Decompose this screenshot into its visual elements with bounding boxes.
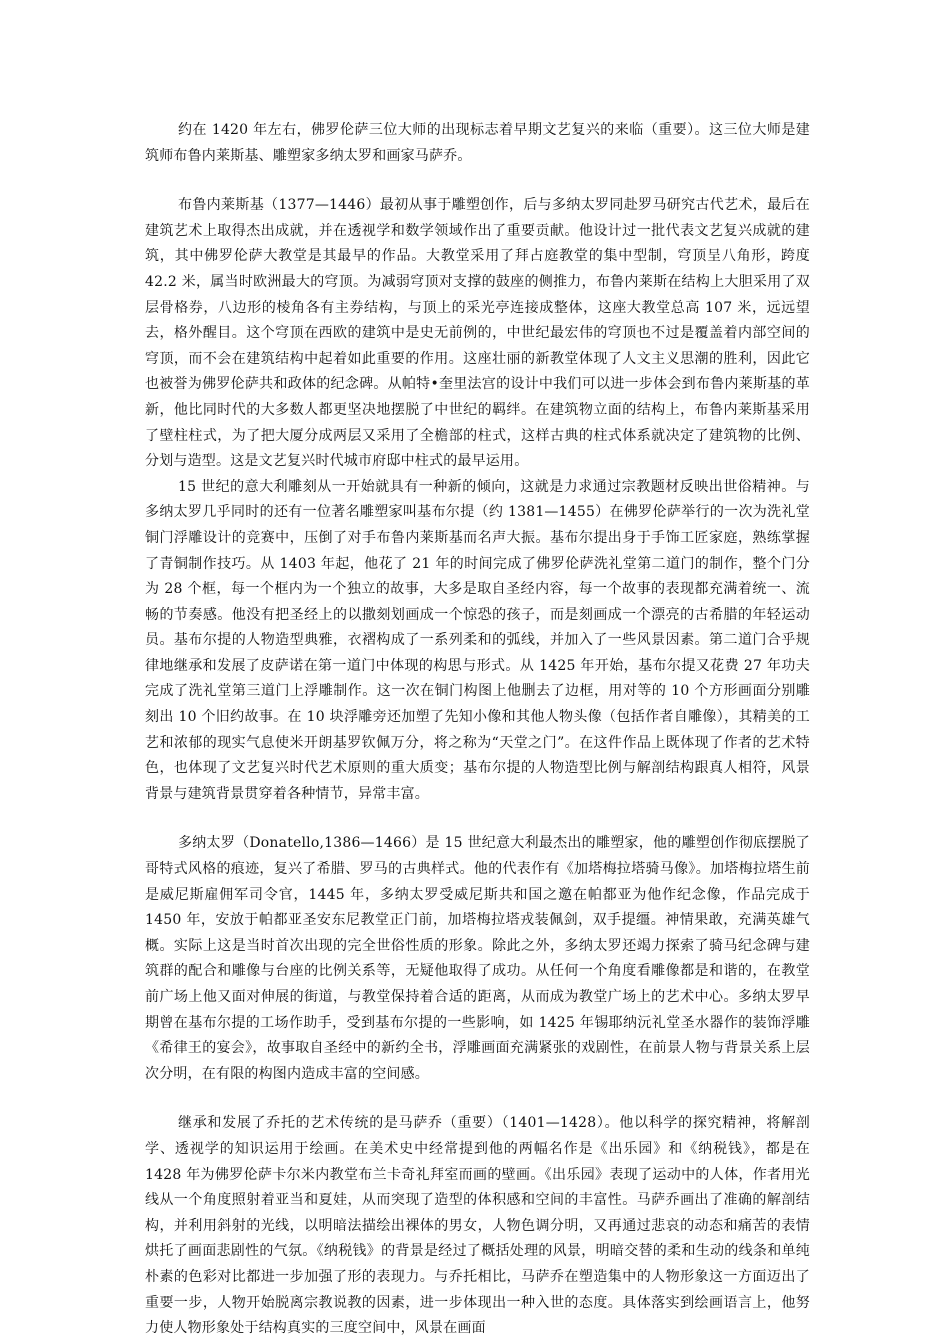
paragraph-donatello: 多纳太罗（Donatello,1386—1466）是 15 世纪意大利最杰出的雕塑家，他的雕塑创作彻底摆脱了哥特式风格的痕迹，复兴了希腊、罗马的古典样式。他的代表作有《加塔梅拉塔骑马像》。加塔梅拉塔生前是威尼斯雇佣军司令官，1445 年，多纳太罗受威尼斯共和国之邀在帕都亚为他作纪念像，作品完成于 1450 年，安放于帕都亚圣安东尼教堂正门前，加塔梅拉塔戎装佩剑，双手提缰。神情果敢，充满英雄气概。实际上这是当时首次出现的完全世俗性质的形象。除此之外，多纳太罗还竭力探索了骑马纪念碑与建筑群的配合和雕像与台座的比例关系等，无疑他取得了成功。从任何一个角度看雕像都是和谐的，在教堂前广场上他又面对伸展的街道，与教堂保持着合适的距离，从而成为教堂广场上的艺术中心。多纳太罗早期曾在基布尔提的工场作助手，受到基布尔提的一些影响，如 1425 年锡耶纳沅礼堂圣水器作的装饰浮雕《希律王的宴会》，故事取自圣经中的新约全书，浮雕画面充满紧张的戏剧性，在前景人物与背景关系上层次分明，在有限的构图内造成丰富的空间感。	[145, 835, 810, 1082]
document-body	[145, 118, 810, 1342]
paragraph-ghiberti: 15 世纪的意大利雕刻从一开始就具有一种新的倾向，这就是力求通过宗教题材反映出世俗精神。与多纳太罗几乎同时的还有一位著名雕塑家叫基布尔提（约 1381—1455）在佛罗伦萨举行的一次为洗礼堂铜门浮雕设计的竞赛中，压倒了对手布鲁内莱斯基而名声大振。基布尔提出身于手饰工匠家庭，熟练掌握了青铜制作技巧。从 1403 年起，他花了 21 年的时间完成了佛罗伦萨洗礼堂第二道门的制作，整个门分为 28 个框，每一个框内为一个独立的故事，大多是取自圣经内容，每一个故事的表现都充满着统一、流畅的节奏感。他没有把圣经上的以撒刻划画成一个惊恐的孩子，而是刻画成一个漂亮的古希腊的年轻运动员。基布尔提的人物造型典雅，衣褶构成了一系列柔和的弧线，并加入了一些风景因素。第二道门合乎规律地继承和发展了皮萨诺在第一道门中体现的构思与形式。从 1425 年开始，基布尔提又花费 27 年功夫完成了洗礼堂第三道门上浮雕制作。这一次在铜门构图上他删去了边框，用对等的 10 个方形画面分别雕刻出 10 个旧约故事。在 10 块浮雕旁还加塑了先知小像和其他人物头像（包括作者自雕像），其精美的工艺和浓郁的现实气息使米开朗基罗钦佩万分，将之称为“天堂之门”。在这件作品上既体现了作者的艺术特色，也体现了文艺复兴时代艺术原则的重大质变；基布尔提的人物造型比例与解剖结构跟真人相符，风景背景与建筑背景贯穿着各种情节，异常丰富。	[145, 478, 810, 802]
paragraph-masaccio: 继承和发展了乔托的艺术传统的是马萨乔（重要）（1401—1428）。他以科学的探究精神，将解剖学、透视学的知识运用于绘画。在美术史中经常提到他的两幅名作是《出乐园》和《纳税钱》，都是在 1428 年为佛罗伦萨卡尔米内教堂布兰卡奇礼拜室而画的壁画。《出乐园》表现了运动中的人体，作者用光线从一个角度照射着亚当和夏娃，从而突现了造型的体积感和空间的丰富性。马萨乔画出了准确的解剖结构，并利用斜射的光线，以明暗法描绘出裸体的男女，人物色调分明，又再通过悲哀的动态和痛苦的表情烘托了画面悲剧性的气氛。《纳税钱》的背景是经过了概括处理的风景，明暗交替的柔和生动的线条和单纯朴素的色彩对比都进一步加强了形的表现力。与乔托相比，马萨乔在塑造集中的人物形象这一方面迈出了重要一步，人物开始脱离宗教说教的因素，进一步体现出一种入世的态度。具体落实到绘画语言上，他努力使人物形象处于结构真实的三度空间中，风景在画面	[145, 1115, 810, 1337]
paragraph-brunelleschi: 布鲁内莱斯基（1377—1446）最初从事于雕塑创作，后与多纳太罗同赴罗马研究古代艺术，最后在建筑艺术上取得杰出成就，并在透视学和数学领域作出了重要贡献。他设计过一批代表文艺复兴成就的建筑，其中佛罗伦萨大教堂是其最早的作品。大教堂采用了拜占庭教堂的集中型制，穹顶呈八角形，跨度 42.2 米，属当时欧洲最大的穹顶。为减弱穹顶对支撑的鼓座的侧推力，布鲁内莱斯在结构上大胆采用了双层骨格券，八边形的棱角各有主券结构，与顶上的采光亭连接成整体，这座大教堂总高 107 米，远远望去，格外醒目。这个穹顶在西欧的建筑中是史无前例的，中世纪最宏伟的穹顶也不过是覆盖着内部空间的穹顶，而不会在建筑结构中起着如此重要的作用。这座壮丽的新教堂体现了人文主义思潮的胜利，因此它也被誉为佛罗伦萨共和政体的纪念碑。从帕特•奎里法宫的设计中我们可以进一步体会到布鲁内莱斯基的革新，他比同时代的大多数人都更坚决地摆脱了中世纪的羁绊。在建筑物立面的结构上，布鲁内莱斯基采用了壁柱柱式，为了把大厦分成两层又采用了全檐部的柱式，这样古典的柱式体系就决定了建筑物的比例、分划与造型。这是文艺复兴时代城市府邸中柱式的最早运用。	[145, 197, 810, 470]
paragraph-intro: 约在 1420 年左右，佛罗伦萨三位大师的出现标志着早期文艺复兴的来临（重要）。这三位大师是建筑师布鲁内莱斯基、雕塑家多纳太罗和画家马萨乔。	[145, 122, 810, 164]
